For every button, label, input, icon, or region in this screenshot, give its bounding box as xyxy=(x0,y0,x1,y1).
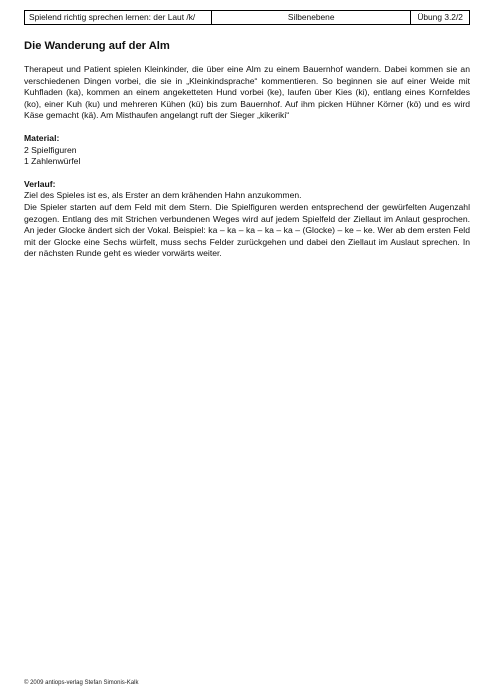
header-exercise-number: Übung 3.2/2 xyxy=(417,12,463,22)
copyright-footer: © 2009 antiops-verlag Stefan Simonis-Kalk xyxy=(24,680,139,686)
verlauf-text: Die Spieler starten auf dem Feld mit dem Stern. Die Spielfiguren werden entsprechend der gewürfelten Augenzahl gezogen. Entlang des mit Strichen verbundenen Weges wird auf jedem Spielfeld der Ziellaut im Anlaut gesprochen. An jeder Glocke ändert sich der Vokal. Beispiel: ka – ka – ka – ka – ka – (Glocke) – ke – ke. Wer ab dem ersten Feld mit der Glocke eine Sechs würfelt, muss sechs Felder zurückgehen und dabei den Ziellaut im Auslaut sprechen. In der nächsten Runde geht es wieder vorwärts weiter. xyxy=(24,201,470,259)
verlauf-goal: Ziel des Spieles ist es, als Erster an dem krähenden Hahn anzukommen. xyxy=(24,190,302,201)
intro-paragraph: Therapeut und Patient spielen Kleinkinder, die über eine Alm zu einem Bauernhof wandern. Dabei kommen sie an verschiedenen Dingen vorbei, die sie in „Kleinkindsprache“ kommentieren. So beginnen sie auf einer Weide mit Kuhfladen (ka), kommen an einem angeketteten Hund vorbei (ke), laufen über Kies (ki), entlang eines Kornfeldes (ko), einer Kuh (ku) und mehreren Kühen (kü) bis zum Bauernhof. Auf ihm picken Hühner Körner (kö) und es wird Käse gemacht (kä). Am Misthaufen angelangt ruft der Sieger „kikeriki“ xyxy=(24,64,470,121)
material-item: 2 Spielfiguren xyxy=(24,144,77,155)
header-table xyxy=(24,10,470,25)
material-heading: Material: xyxy=(24,132,60,143)
material-item: 1 Zahlenwürfel xyxy=(24,156,81,167)
header-book-title: Spielend richtig sprechen lernen: der Laut /k/ xyxy=(25,11,212,24)
header-level: Silbenebene xyxy=(212,11,411,24)
content xyxy=(24,64,470,260)
material-section xyxy=(24,133,470,168)
verlauf-heading: Verlauf: xyxy=(24,178,56,189)
page-title: Die Wanderung auf der Alm xyxy=(24,40,170,52)
verlauf-section xyxy=(24,179,470,260)
